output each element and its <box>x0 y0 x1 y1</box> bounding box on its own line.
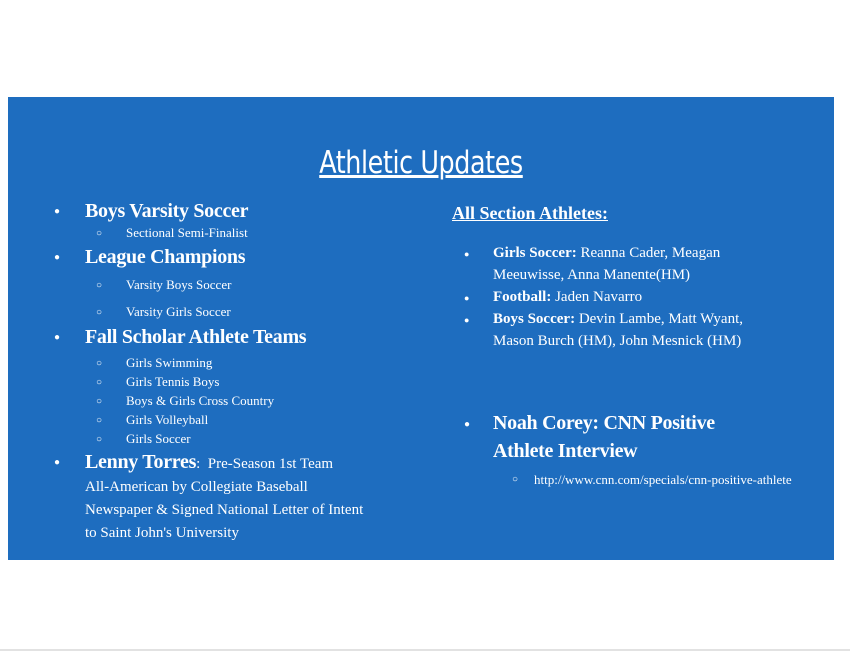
athletic-updates-panel <box>8 97 834 560</box>
boys-varsity-soccer-item: ○ Sectional Semi-Finalist <box>54 224 414 242</box>
athlete-names: Jaden Navarro <box>555 289 643 305</box>
lenny-text-1: Pre-Season 1st Team <box>207 456 334 472</box>
page-edge-line <box>0 649 850 651</box>
athlete-names: Devin Lambe, Matt Wyant, <box>578 311 744 327</box>
noah-corey-item <box>452 409 822 465</box>
noah-line-1: Noah Corey: CNN Positive <box>493 412 715 434</box>
scholar-item-2: ○ Girls Tennis Boys <box>54 372 414 391</box>
scholar-item-5: ○ Girls Soccer <box>54 429 414 448</box>
lenny-torres-name: Lenny Torres <box>85 451 197 473</box>
league-champions-heading: ● League Champions <box>54 246 414 269</box>
lenny-text-4: to Saint John's University <box>85 525 239 541</box>
lenny-text-3: Newspaper & Signed National Letter of Intent <box>85 502 364 518</box>
page-title: Athletic Updates <box>319 145 523 181</box>
athlete-names: Meeuwisse, Anna Manente(HM) <box>493 267 691 283</box>
boys-varsity-soccer-heading: ● Boys Varsity Soccer <box>54 200 414 223</box>
athlete-label: Boys Soccer: <box>493 311 576 327</box>
fall-scholar-heading: ● Fall Scholar Athlete Teams <box>54 326 414 349</box>
athlete-boys-soccer <box>452 308 822 352</box>
right-column <box>452 203 822 489</box>
scholar-item-1: ○ Girls Swimming <box>54 353 414 372</box>
cnn-link[interactable]: ○ http://www.cnn.com/specials/cnn-positive-athlete <box>452 470 816 489</box>
athlete-names: Mason Burch (HM), John Mesnick (HM) <box>493 333 742 349</box>
athlete-label: Football: <box>493 289 552 305</box>
noah-line-2: Athlete Interview <box>493 440 638 462</box>
lenny-text-2: All-American by Collegiate Baseball <box>85 479 308 495</box>
all-section-title: All Section Athletes: <box>452 203 608 223</box>
lenny-torres-colon: : <box>196 456 201 472</box>
lenny-torres-item <box>54 451 414 545</box>
left-column <box>54 200 414 545</box>
scholar-item-4: ○ Girls Volleyball <box>54 410 414 429</box>
athlete-football <box>452 286 822 308</box>
league-item-1: ○ Varsity Boys Soccer <box>54 276 414 294</box>
athlete-girls-soccer <box>452 242 822 286</box>
athlete-label: Girls Soccer: <box>493 245 577 261</box>
athlete-names: Reanna Cader, Meagan <box>580 245 721 261</box>
league-item-2: ○ Varsity Girls Soccer <box>54 303 414 321</box>
scholar-item-3: ○ Boys & Girls Cross Country <box>54 391 414 410</box>
